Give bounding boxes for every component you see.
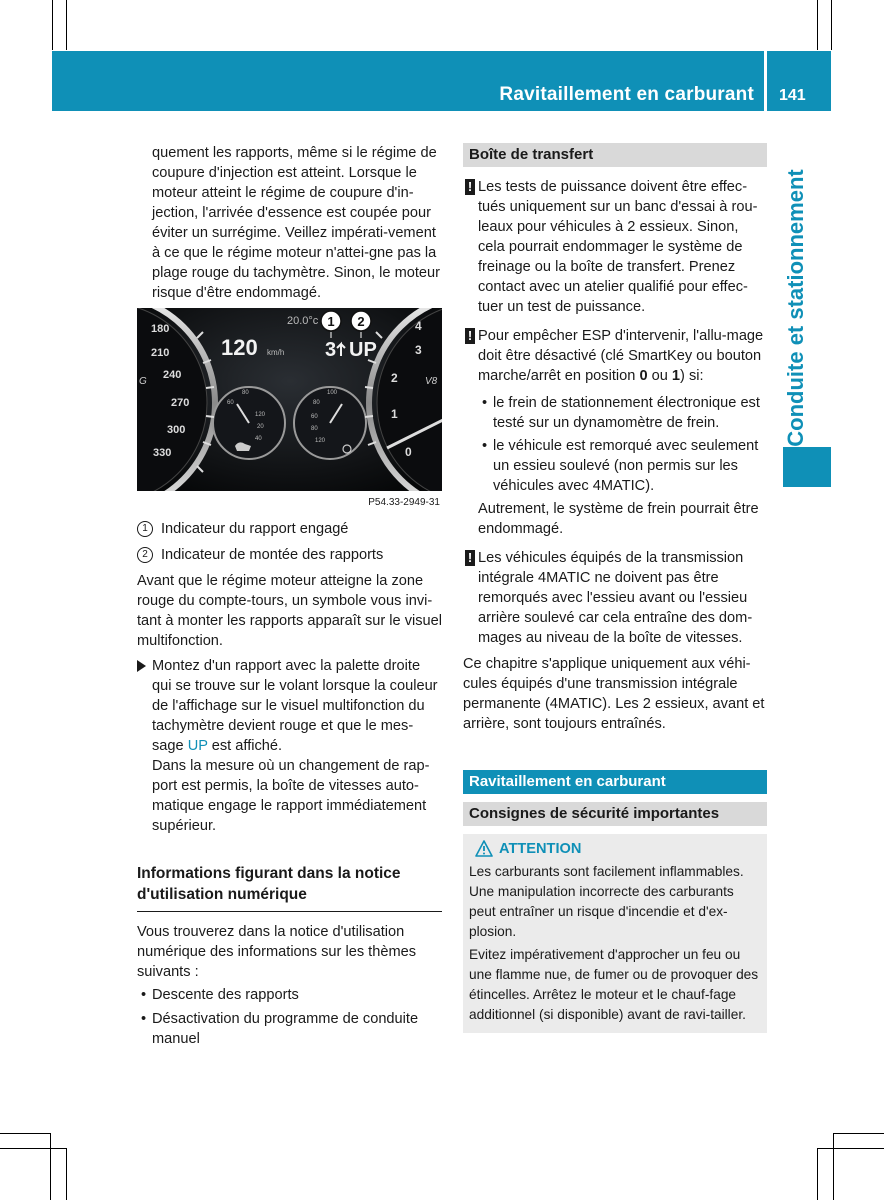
crop-mark [50, 1133, 51, 1200]
crop-mark [817, 1148, 818, 1200]
legend-number: 1 [137, 521, 153, 537]
attention-title: ATTENTION [469, 838, 761, 860]
svg-text:4: 4 [415, 319, 422, 333]
crop-mark [66, 1148, 67, 1200]
temperature-readout: 20.0°c [287, 315, 319, 327]
svg-text:240: 240 [163, 369, 182, 381]
warning-note: ! Les tests de puissance doivent être effec-tués uniquement sur un banc d'essai à rou-leaux pour véhicules à 2 essieux. Sinon, cela pourrait endommager le système de freinage ou la boîte de transfert. Prenez contact avec un atelier qualifié pour effec-tuer un test de puissance. [463, 177, 767, 317]
page-number: 141 [779, 87, 806, 104]
exclamation-icon: ! [465, 179, 475, 195]
paragraph: Dans la mesure où un changement de rap-port est permis, la boîte de vitesses auto-matique engage le rapport immédiatement supérieur. [152, 758, 430, 834]
subsection-heading: Consignes de sécurité importantes [463, 802, 767, 826]
section-heading-blue: Ravitaillement en carburant [463, 770, 767, 794]
warning-triangle-icon [475, 840, 493, 857]
svg-text:120: 120 [315, 438, 326, 444]
svg-text:V8: V8 [425, 376, 438, 387]
page-number-box [767, 51, 831, 111]
svg-text:100: 100 [327, 390, 338, 396]
paragraph: Vous trouverez dans la notice d'utilisation numérique des informations sur les thèmes suivants : [137, 924, 417, 980]
list-item: • Désactivation du programme de conduite manuel [141, 1011, 419, 1047]
attention-text: Les carburants sont facilement inflammables. Une manipulation incorrecte des carburants peut entraîner un risque d'incendie et d'ex-plosion. [469, 864, 744, 939]
warning-note: ! Pour empêcher ESP d'intervenir, l'allu-mage doit être désactivé (clé SmartKey ou bouton marche/arrêt en position 0 ou 1) si: [463, 326, 767, 386]
crop-mark [0, 1133, 50, 1134]
svg-text:80: 80 [242, 390, 249, 396]
paragraph: Ce chapitre s'applique uniquement aux véhi-cules équipés d'une transmission intégrale permanente (4MATIC). Les 2 essieux, avant et arrière, sont toujours entraînés. [463, 656, 765, 732]
svg-text:330: 330 [153, 447, 172, 459]
list-item: • le véhicule est remorqué avec seulement un essieu soulevé (non permis sur les véhicules avec 4MATIC). [482, 438, 759, 494]
warning-note: ! Les véhicules équipés de la transmission intégrale 4MATIC ne doivent pas être remorqués avec l'essieu avant ou l'essieu arrière soulevé car cela entraîne des dom-mages au niveau de la boîte de vitesses. [463, 548, 767, 648]
legend-item-1: 1 Indicateur du rapport engagé [137, 519, 442, 539]
instrument-cluster-illustration [137, 308, 442, 491]
crop-mark [831, 0, 832, 50]
svg-text:120: 120 [255, 412, 266, 418]
chapter-tab-marker [783, 447, 831, 487]
svg-text:20: 20 [257, 424, 264, 430]
list-item: • le frein de stationnement électronique est testé sur un dynamomètre de frein. [482, 395, 760, 431]
upshift-indicator: UP [349, 339, 377, 361]
svg-text:60: 60 [227, 400, 234, 406]
exclamation-icon: ! [465, 550, 475, 566]
svg-text:60: 60 [311, 414, 318, 420]
upshift-label: UP [187, 738, 208, 754]
dashboard-image [137, 308, 442, 491]
svg-text:1: 1 [327, 314, 335, 329]
left-column-top [152, 143, 442, 303]
exclamation-icon: ! [465, 328, 475, 344]
bullet-icon: • [141, 1011, 147, 1027]
crop-mark [0, 1148, 66, 1149]
arrow-right-icon [137, 660, 146, 672]
crop-mark [52, 0, 53, 50]
chapter-tab-text: Conduite et stationnement [783, 168, 808, 447]
page-title: Ravitaillement en carburant [499, 84, 754, 105]
legend-number: 2 [137, 547, 153, 563]
list-item: • Descente des rapports [141, 987, 299, 1003]
crop-mark [817, 0, 818, 50]
crop-mark [66, 0, 67, 50]
header-bar [52, 51, 764, 111]
svg-text:270: 270 [171, 397, 190, 409]
paragraph: Autrement, le système de frein pourrait être endommagé. [478, 501, 759, 537]
paragraph: Avant que le régime moteur atteigne la zone rouge du compte-tours, un symbole vous invi-tant à monter les rapports apparaît sur le visuel multifonction. [137, 573, 443, 649]
svg-text:300: 300 [167, 424, 186, 436]
legend-item-2: 2 Indicateur de montée des rapports [137, 545, 442, 565]
left-column-bottom [137, 519, 442, 1049]
crop-mark [833, 1133, 884, 1134]
crop-mark [833, 1133, 834, 1200]
paragraph: quement les rapports, même si le régime de coupure d'injection est atteint. Lorsque le moteur atteint le régime de coupure d'in-jection, l'arrivée d'essence est coupée pour éviter un surrégime. Veillez impérati-vement à ce que le régime moteur n'attei-gne pas la plage rouge du tachymètre. Sinon, le moteur risque d'être endommagé. [152, 145, 440, 301]
svg-text:G: G [139, 376, 147, 387]
section-heading: Informations figurant dans la notice d'utilisation numérique [137, 863, 442, 912]
svg-text:0: 0 [405, 445, 412, 459]
chapter-tab-label [783, 168, 809, 447]
gear-indicator: 3 [325, 339, 337, 361]
bullet-icon: • [482, 438, 488, 454]
bullet-icon: • [482, 395, 488, 411]
svg-text:210: 210 [151, 347, 170, 359]
attention-text: Evitez impérativement d'approcher un feu ou une flamme nue, de fumer ou de provoquer des étincelles. Arrêtez le moteur et le chauf-fage additionnel (si disponible) avant de ravi-tailler. [469, 947, 759, 1022]
speed-unit: km/h [267, 348, 285, 357]
section-heading: Boîte de transfert [463, 143, 767, 167]
svg-text:80: 80 [313, 400, 320, 406]
svg-text:3: 3 [415, 343, 422, 357]
right-column [463, 143, 767, 1033]
dashboard-figure [137, 308, 442, 515]
svg-text:2: 2 [357, 314, 365, 329]
svg-text:80: 80 [311, 426, 318, 432]
svg-text:2: 2 [391, 371, 398, 385]
speed-readout: 120 [221, 335, 258, 360]
svg-text:1: 1 [391, 407, 398, 421]
crop-mark [817, 1148, 884, 1149]
attention-box [463, 834, 767, 1033]
svg-text:180: 180 [151, 323, 170, 335]
figure-caption: P54.33-2949-31 [368, 497, 440, 508]
svg-text:40: 40 [255, 436, 262, 442]
bullet-icon: • [141, 987, 147, 1003]
instruction-step: Montez d'un rapport avec la palette droite qui se trouve sur le volant lorsque la couleur de l'affichage sur le visuel multifonction du tachymètre devient rouge et que le mes-sage UP est affiché. [137, 656, 442, 756]
